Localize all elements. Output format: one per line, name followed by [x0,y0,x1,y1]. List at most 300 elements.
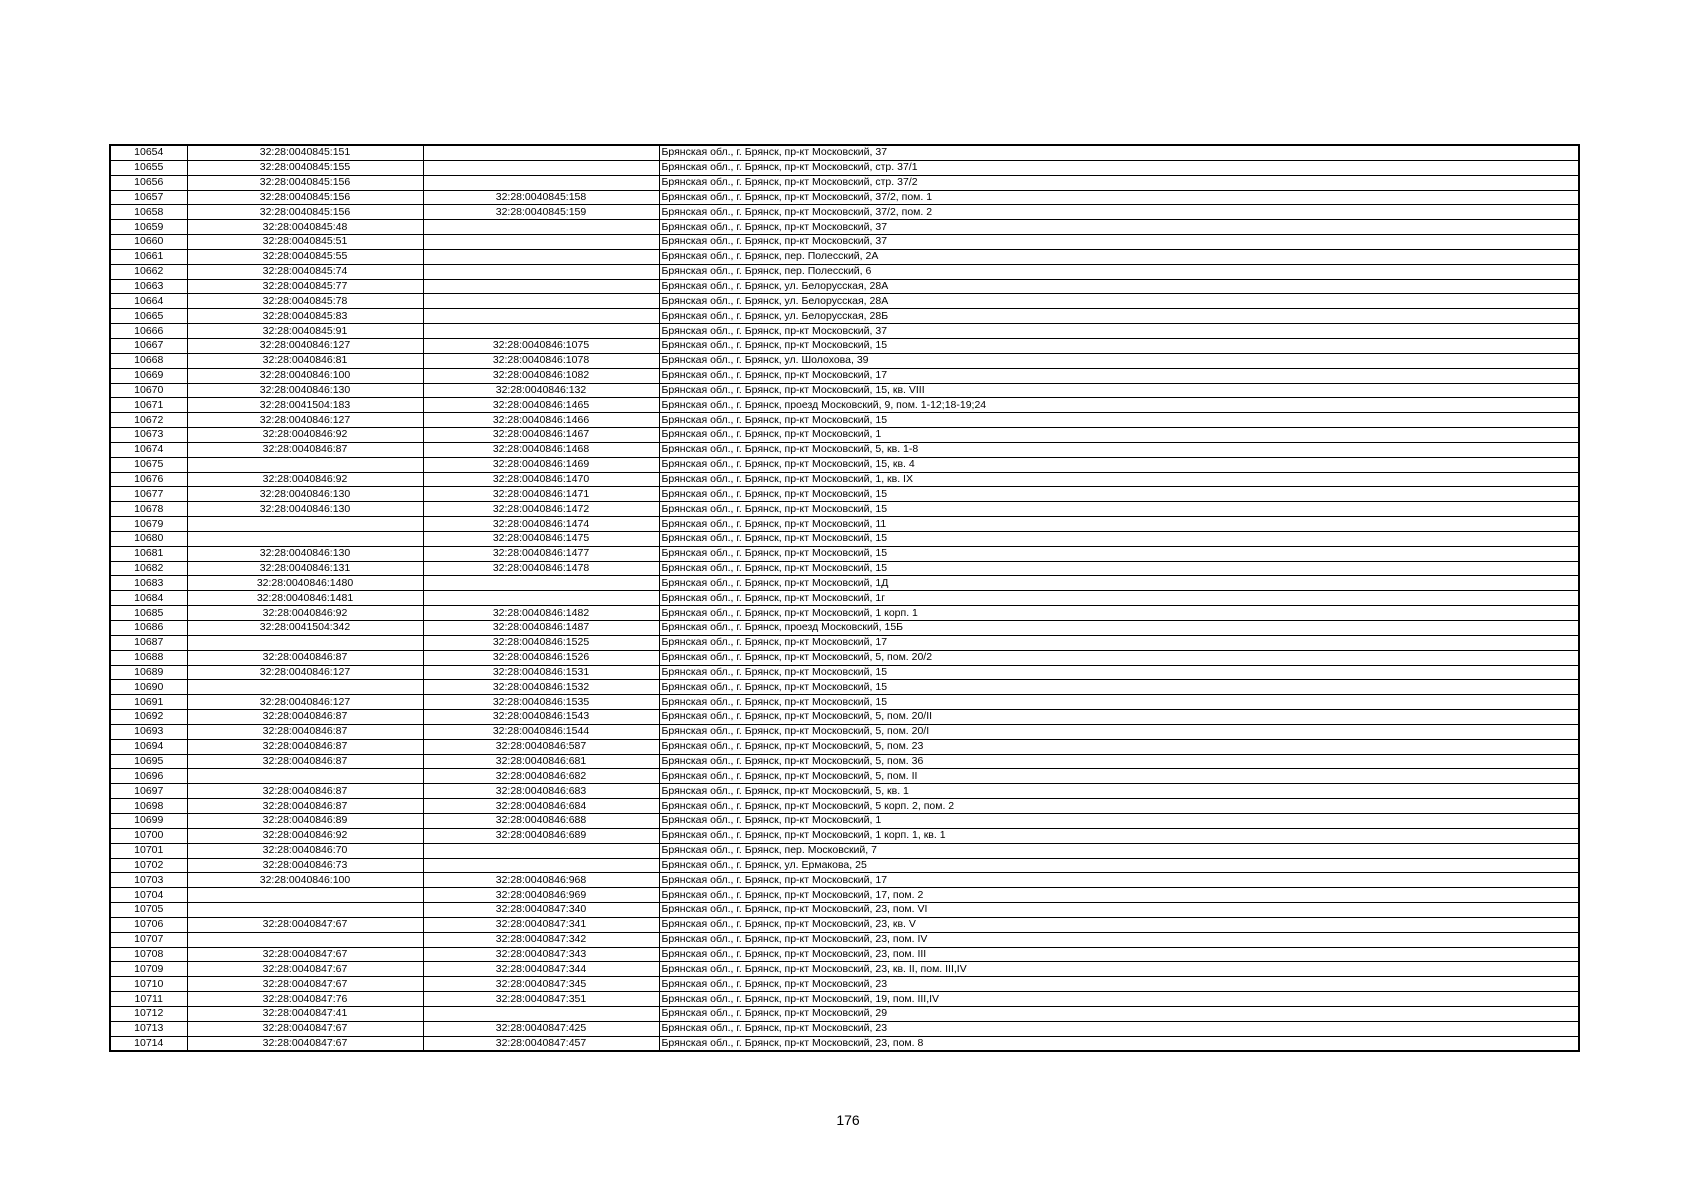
object-cadastral-number-cell [423,858,659,873]
row-number-cell: 10684 [110,591,187,606]
address-cell: Брянская обл., г. Брянск, пр-кт Московский, 15 [659,561,1579,576]
cadastral-number-cell: 32:28:0040846:87 [187,799,423,814]
table-row [110,413,1579,428]
registry-table-body [110,145,1579,1051]
table-row [110,650,1579,665]
table-row [110,502,1579,517]
registry-table [109,144,1580,1052]
row-number-cell: 10682 [110,561,187,576]
row-number-cell: 10679 [110,517,187,532]
address-cell: Брянская обл., г. Брянск, пр-кт Московский, 15 [659,531,1579,546]
row-number-cell: 10678 [110,502,187,517]
table-row [110,205,1579,220]
address-cell: Брянская обл., г. Брянск, ул. Белорусская, 28Б [659,309,1579,324]
address-cell: Брянская обл., г. Брянск, пр-кт Московский, стр. 37/2 [659,175,1579,190]
table-row [110,531,1579,546]
cadastral-number-cell: 32:28:0040846:87 [187,650,423,665]
address-cell: Брянская обл., г. Брянск, пр-кт Московский, 17, пом. 2 [659,888,1579,903]
address-cell: Брянская обл., г. Брянск, пр-кт Московский, 1Д [659,576,1579,591]
page-number: 176 [836,1112,860,1128]
object-cadastral-number-cell: 32:28:0040846:1472 [423,502,659,517]
row-number-cell: 10698 [110,799,187,814]
table-row [110,309,1579,324]
row-number-cell: 10692 [110,710,187,725]
address-cell: Брянская обл., г. Брянск, пр-кт Московский, 23, кв. II, пом. III,IV [659,962,1579,977]
cadastral-number-cell: 32:28:0040846:1480 [187,576,423,591]
table-row [110,710,1579,725]
object-cadastral-number-cell: 32:28:0040846:681 [423,754,659,769]
address-cell: Брянская обл., г. Брянск, проезд Московский, 15Б [659,621,1579,636]
row-number-cell: 10683 [110,576,187,591]
address-cell: Брянская обл., г. Брянск, пр-кт Московский, стр. 37/1 [659,160,1579,175]
object-cadastral-number-cell: 32:28:0040846:682 [423,769,659,784]
object-cadastral-number-cell: 32:28:0040846:1544 [423,724,659,739]
row-number-cell: 10706 [110,917,187,932]
cadastral-number-cell: 32:28:0040846:1481 [187,591,423,606]
address-cell: Брянская обл., г. Брянск, пр-кт Московский, 37/2, пом. 2 [659,205,1579,220]
table-row [110,888,1579,903]
table-row [110,561,1579,576]
address-cell: Брянская обл., г. Брянск, пер. Полесский, 6 [659,264,1579,279]
cadastral-number-cell: 32:28:0040846:130 [187,383,423,398]
row-number-cell: 10690 [110,680,187,695]
object-cadastral-number-cell [423,294,659,309]
row-number-cell: 10712 [110,1006,187,1021]
row-number-cell: 10660 [110,235,187,250]
address-cell: Брянская обл., г. Брянск, пер. Полесский, 2А [659,249,1579,264]
address-cell: Брянская обл., г. Брянск, ул. Белорусская, 28А [659,294,1579,309]
row-number-cell: 10708 [110,947,187,962]
row-number-cell: 10659 [110,220,187,235]
cadastral-number-cell: 32:28:0040846:92 [187,428,423,443]
table-row [110,724,1579,739]
object-cadastral-number-cell: 32:28:0040846:968 [423,873,659,888]
object-cadastral-number-cell: 32:28:0040846:1466 [423,413,659,428]
object-cadastral-number-cell: 32:28:0040846:1469 [423,457,659,472]
cadastral-number-cell: 32:28:0040847:67 [187,947,423,962]
table-row [110,635,1579,650]
row-number-cell: 10656 [110,175,187,190]
cadastral-number-cell [187,680,423,695]
row-number-cell: 10714 [110,1036,187,1051]
object-cadastral-number-cell: 32:28:0040846:683 [423,784,659,799]
cadastral-number-cell [187,769,423,784]
cadastral-number-cell: 32:28:0040847:67 [187,917,423,932]
row-number-cell: 10668 [110,353,187,368]
cadastral-number-cell: 32:28:0041504:183 [187,398,423,413]
object-cadastral-number-cell [423,1006,659,1021]
row-number-cell: 10705 [110,903,187,918]
object-cadastral-number-cell: 32:28:0040846:688 [423,813,659,828]
object-cadastral-number-cell: 32:28:0040846:1532 [423,680,659,695]
row-number-cell: 10709 [110,962,187,977]
cadastral-number-cell [187,531,423,546]
address-cell: Брянская обл., г. Брянск, пр-кт Московский, 23, пом. VI [659,903,1579,918]
object-cadastral-number-cell: 32:28:0040846:1468 [423,442,659,457]
object-cadastral-number-cell: 32:28:0040846:1082 [423,368,659,383]
address-cell: Брянская обл., г. Брянск, пр-кт Московский, 5, пом. II [659,769,1579,784]
row-number-cell: 10666 [110,324,187,339]
row-number-cell: 10670 [110,383,187,398]
object-cadastral-number-cell: 32:28:0040846:1482 [423,606,659,621]
object-cadastral-number-cell: 32:28:0040846:1475 [423,531,659,546]
object-cadastral-number-cell: 32:28:0040846:684 [423,799,659,814]
cadastral-number-cell: 32:28:0040846:87 [187,710,423,725]
address-cell: Брянская обл., г. Брянск, ул. Шолохова, 39 [659,353,1579,368]
address-cell: Брянская обл., г. Брянск, пр-кт Московский, 1 корп. 1 [659,606,1579,621]
row-number-cell: 10664 [110,294,187,309]
object-cadastral-number-cell: 32:28:0040846:1543 [423,710,659,725]
table-row [110,428,1579,443]
table-row [110,813,1579,828]
table-row [110,962,1579,977]
row-number-cell: 10667 [110,338,187,353]
address-cell: Брянская обл., г. Брянск, пр-кт Московский, 5 корп. 2, пом. 2 [659,799,1579,814]
address-cell: Брянская обл., г. Брянск, пр-кт Московский, 15 [659,665,1579,680]
table-row [110,249,1579,264]
row-number-cell: 10687 [110,635,187,650]
row-number-cell: 10701 [110,843,187,858]
row-number-cell: 10654 [110,145,187,160]
cadastral-number-cell: 32:28:0040846:92 [187,606,423,621]
cadastral-number-cell: 32:28:0040847:67 [187,1036,423,1051]
object-cadastral-number-cell [423,160,659,175]
cadastral-number-cell: 32:28:0040846:100 [187,368,423,383]
cadastral-number-cell: 32:28:0040845:155 [187,160,423,175]
table-row [110,576,1579,591]
object-cadastral-number-cell: 32:28:0040847:351 [423,992,659,1007]
object-cadastral-number-cell: 32:28:0040846:132 [423,383,659,398]
object-cadastral-number-cell [423,591,659,606]
object-cadastral-number-cell: 32:28:0040847:342 [423,932,659,947]
cadastral-number-cell: 32:28:0040846:87 [187,739,423,754]
table-row [110,457,1579,472]
object-cadastral-number-cell: 32:28:0040847:425 [423,1021,659,1036]
address-cell: Брянская обл., г. Брянск, пр-кт Московский, 37 [659,145,1579,160]
table-row [110,442,1579,457]
address-cell: Брянская обл., г. Брянск, пр-кт Московский, 23, пом. 8 [659,1036,1579,1051]
row-number-cell: 10695 [110,754,187,769]
row-number-cell: 10655 [110,160,187,175]
object-cadastral-number-cell: 32:28:0040847:341 [423,917,659,932]
row-number-cell: 10677 [110,487,187,502]
table-row [110,1036,1579,1051]
cadastral-number-cell: 32:28:0040846:130 [187,546,423,561]
address-cell: Брянская обл., г. Брянск, пр-кт Московский, 15 [659,695,1579,710]
row-number-cell: 10713 [110,1021,187,1036]
address-cell: Брянская обл., г. Брянск, пр-кт Московский, 37/2, пом. 1 [659,190,1579,205]
address-cell: Брянская обл., г. Брянск, ул. Ермакова, 25 [659,858,1579,873]
table-row [110,294,1579,309]
object-cadastral-number-cell: 32:28:0040846:1526 [423,650,659,665]
cadastral-number-cell: 32:28:0040845:77 [187,279,423,294]
table-row [110,591,1579,606]
row-number-cell: 10689 [110,665,187,680]
row-number-cell: 10671 [110,398,187,413]
cadastral-number-cell: 32:28:0040845:156 [187,190,423,205]
table-row [110,680,1579,695]
address-cell: Брянская обл., г. Брянск, пр-кт Московский, 5, пом. 36 [659,754,1579,769]
object-cadastral-number-cell [423,843,659,858]
object-cadastral-number-cell: 32:28:0040846:689 [423,828,659,843]
object-cadastral-number-cell: 32:28:0040846:1525 [423,635,659,650]
row-number-cell: 10674 [110,442,187,457]
row-number-cell: 10661 [110,249,187,264]
address-cell: Брянская обл., г. Брянск, пр-кт Московский, 5, пом. 23 [659,739,1579,754]
cadastral-number-cell: 32:28:0040846:130 [187,502,423,517]
address-cell: Брянская обл., г. Брянск, пр-кт Московский, 1, кв. IX [659,472,1579,487]
object-cadastral-number-cell: 32:28:0040846:1531 [423,665,659,680]
table-row [110,606,1579,621]
address-cell: Брянская обл., г. Брянск, пр-кт Московский, 11 [659,517,1579,532]
address-cell: Брянская обл., г. Брянск, пр-кт Московский, 17 [659,368,1579,383]
address-cell: Брянская обл., г. Брянск, пер. Московский, 7 [659,843,1579,858]
object-cadastral-number-cell: 32:28:0040847:340 [423,903,659,918]
address-cell: Брянская обл., г. Брянск, пр-кт Московский, 1г [659,591,1579,606]
address-cell: Брянская обл., г. Брянск, пр-кт Московский, 37 [659,235,1579,250]
object-cadastral-number-cell: 32:28:0040846:1535 [423,695,659,710]
cadastral-number-cell: 32:28:0040846:73 [187,858,423,873]
table-row [110,368,1579,383]
address-cell: Брянская обл., г. Брянск, пр-кт Московский, 15 [659,546,1579,561]
cadastral-number-cell: 32:28:0040845:156 [187,175,423,190]
object-cadastral-number-cell: 32:28:0040846:1487 [423,621,659,636]
row-number-cell: 10703 [110,873,187,888]
table-row [110,324,1579,339]
cadastral-number-cell: 32:28:0040846:87 [187,784,423,799]
object-cadastral-number-cell: 32:28:0040847:457 [423,1036,659,1051]
cadastral-number-cell: 32:28:0040845:55 [187,249,423,264]
object-cadastral-number-cell [423,145,659,160]
cadastral-number-cell: 32:28:0040845:151 [187,145,423,160]
row-number-cell: 10702 [110,858,187,873]
object-cadastral-number-cell [423,249,659,264]
address-cell: Брянская обл., г. Брянск, пр-кт Московский, 15, кв. 4 [659,457,1579,472]
row-number-cell: 10665 [110,309,187,324]
address-cell: Брянская обл., г. Брянск, пр-кт Московский, 37 [659,324,1579,339]
row-number-cell: 10700 [110,828,187,843]
table-row [110,665,1579,680]
table-row [110,398,1579,413]
table-row [110,903,1579,918]
cadastral-number-cell: 32:28:0040847:67 [187,977,423,992]
address-cell: Брянская обл., г. Брянск, пр-кт Московский, 23, пом. III [659,947,1579,962]
cadastral-number-cell: 32:28:0040846:70 [187,843,423,858]
cadastral-number-cell: 32:28:0040845:74 [187,264,423,279]
table-row [110,932,1579,947]
row-number-cell: 10680 [110,531,187,546]
cadastral-number-cell: 32:28:0040845:78 [187,294,423,309]
row-number-cell: 10685 [110,606,187,621]
object-cadastral-number-cell [423,279,659,294]
cadastral-number-cell: 32:28:0040846:127 [187,413,423,428]
object-cadastral-number-cell [423,235,659,250]
cadastral-number-cell: 32:28:0040846:127 [187,338,423,353]
cadastral-number-cell: 32:28:0040845:83 [187,309,423,324]
address-cell: Брянская обл., г. Брянск, пр-кт Московский, 5, пом. 20/2 [659,650,1579,665]
object-cadastral-number-cell [423,220,659,235]
row-number-cell: 10697 [110,784,187,799]
row-number-cell: 10699 [110,813,187,828]
row-number-cell: 10675 [110,457,187,472]
address-cell: Брянская обл., г. Брянск, пр-кт Московский, 23, пом. IV [659,932,1579,947]
object-cadastral-number-cell: 32:28:0040847:344 [423,962,659,977]
table-row [110,145,1579,160]
object-cadastral-number-cell: 32:28:0040846:1471 [423,487,659,502]
row-number-cell: 10657 [110,190,187,205]
cadastral-number-cell: 32:28:0040845:51 [187,235,423,250]
address-cell: Брянская обл., г. Брянск, пр-кт Московский, 23, кв. V [659,917,1579,932]
table-row [110,517,1579,532]
cadastral-number-cell: 32:28:0040846:81 [187,353,423,368]
row-number-cell: 10673 [110,428,187,443]
cadastral-number-cell: 32:28:0040846:89 [187,813,423,828]
cadastral-number-cell: 32:28:0040847:76 [187,992,423,1007]
cadastral-number-cell: 32:28:0040846:87 [187,754,423,769]
object-cadastral-number-cell: 32:28:0040846:1467 [423,428,659,443]
cadastral-number-cell: 32:28:0040846:100 [187,873,423,888]
table-row [110,977,1579,992]
table-row [110,917,1579,932]
cadastral-number-cell: 32:28:0040846:127 [187,695,423,710]
cadastral-number-cell: 32:28:0040847:41 [187,1006,423,1021]
table-row [110,1021,1579,1036]
table-row [110,487,1579,502]
address-cell: Брянская обл., г. Брянск, пр-кт Московский, 5, пом. 20/I [659,724,1579,739]
object-cadastral-number-cell [423,309,659,324]
cadastral-number-cell: 32:28:0040846:92 [187,828,423,843]
table-row [110,754,1579,769]
cadastral-number-cell [187,517,423,532]
address-cell: Брянская обл., г. Брянск, пр-кт Московский, 23 [659,1021,1579,1036]
address-cell: Брянская обл., г. Брянск, пр-кт Московский, 15 [659,502,1579,517]
address-cell: Брянская обл., г. Брянск, пр-кт Московский, 37 [659,220,1579,235]
address-cell: Брянская обл., г. Брянск, пр-кт Московский, 1 корп. 1, кв. 1 [659,828,1579,843]
cadastral-number-cell: 32:28:0040845:91 [187,324,423,339]
cadastral-number-cell: 32:28:0040846:127 [187,665,423,680]
table-row [110,843,1579,858]
address-cell: Брянская обл., г. Брянск, ул. Белорусская, 28А [659,279,1579,294]
table-row [110,338,1579,353]
object-cadastral-number-cell [423,576,659,591]
object-cadastral-number-cell: 32:28:0040846:1465 [423,398,659,413]
table-row [110,739,1579,754]
address-cell: Брянская обл., г. Брянск, пр-кт Московский, 5, кв. 1-8 [659,442,1579,457]
address-cell: Брянская обл., г. Брянск, пр-кт Московский, 15, кв. VIII [659,383,1579,398]
cadastral-number-cell [187,457,423,472]
cadastral-number-cell: 32:28:0040846:92 [187,472,423,487]
address-cell: Брянская обл., г. Брянск, пр-кт Московский, 15 [659,338,1579,353]
table-row [110,353,1579,368]
object-cadastral-number-cell [423,175,659,190]
row-number-cell: 10704 [110,888,187,903]
address-cell: Брянская обл., г. Брянск, пр-кт Московский, 1 [659,428,1579,443]
row-number-cell: 10662 [110,264,187,279]
table-row [110,621,1579,636]
table-row [110,264,1579,279]
row-number-cell: 10676 [110,472,187,487]
address-cell: Брянская обл., г. Брянск, пр-кт Московский, 17 [659,635,1579,650]
table-row [110,799,1579,814]
object-cadastral-number-cell: 32:28:0040847:345 [423,977,659,992]
address-cell: Брянская обл., г. Брянск, пр-кт Московский, 17 [659,873,1579,888]
cadastral-number-cell [187,888,423,903]
object-cadastral-number-cell: 32:28:0040846:969 [423,888,659,903]
address-cell: Брянская обл., г. Брянск, пр-кт Московский, 1 [659,813,1579,828]
table-row [110,220,1579,235]
cadastral-number-cell: 32:28:0040845:48 [187,220,423,235]
row-number-cell: 10694 [110,739,187,754]
object-cadastral-number-cell [423,264,659,279]
table-row [110,546,1579,561]
table-row [110,769,1579,784]
row-number-cell: 10686 [110,621,187,636]
address-cell: Брянская обл., г. Брянск, пр-кт Московский, 29 [659,1006,1579,1021]
cadastral-number-cell [187,635,423,650]
table-row [110,858,1579,873]
object-cadastral-number-cell: 32:28:0040846:587 [423,739,659,754]
row-number-cell: 10663 [110,279,187,294]
row-number-cell: 10711 [110,992,187,1007]
address-cell: Брянская обл., г. Брянск, пр-кт Московский, 15 [659,487,1579,502]
cadastral-number-cell: 32:28:0040846:130 [187,487,423,502]
object-cadastral-number-cell: 32:28:0040846:1078 [423,353,659,368]
table-row [110,279,1579,294]
cadastral-number-cell: 32:28:0040845:156 [187,205,423,220]
address-cell: Брянская обл., г. Брянск, проезд Московский, 9, пом. 1-12;18-19;24 [659,398,1579,413]
object-cadastral-number-cell [423,324,659,339]
row-number-cell: 10672 [110,413,187,428]
address-cell: Брянская обл., г. Брянск, пр-кт Московский, 15 [659,680,1579,695]
object-cadastral-number-cell: 32:28:0040846:1477 [423,546,659,561]
object-cadastral-number-cell: 32:28:0040846:1075 [423,338,659,353]
table-row [110,784,1579,799]
object-cadastral-number-cell: 32:28:0040846:1474 [423,517,659,532]
table-row [110,472,1579,487]
table-row [110,695,1579,710]
cadastral-number-cell [187,903,423,918]
table-row [110,160,1579,175]
cadastral-number-cell: 32:28:0040846:87 [187,442,423,457]
address-cell: Брянская обл., г. Брянск, пр-кт Московский, 23 [659,977,1579,992]
cadastral-number-cell: 32:28:0040847:67 [187,962,423,977]
table-row [110,235,1579,250]
object-cadastral-number-cell: 32:28:0040845:158 [423,190,659,205]
table-row [110,1006,1579,1021]
cadastral-number-cell: 32:28:0041504:342 [187,621,423,636]
table-row [110,383,1579,398]
table-row [110,175,1579,190]
cadastral-number-cell: 32:28:0040846:87 [187,724,423,739]
cadastral-number-cell: 32:28:0040846:131 [187,561,423,576]
row-number-cell: 10681 [110,546,187,561]
table-row [110,947,1579,962]
address-cell: Брянская обл., г. Брянск, пр-кт Московский, 5, кв. 1 [659,784,1579,799]
object-cadastral-number-cell: 32:28:0040845:159 [423,205,659,220]
cadastral-number-cell: 32:28:0040847:67 [187,1021,423,1036]
table-row [110,992,1579,1007]
table-row [110,828,1579,843]
object-cadastral-number-cell: 32:28:0040846:1470 [423,472,659,487]
row-number-cell: 10693 [110,724,187,739]
table-row [110,190,1579,205]
row-number-cell: 10696 [110,769,187,784]
object-cadastral-number-cell: 32:28:0040846:1478 [423,561,659,576]
row-number-cell: 10688 [110,650,187,665]
row-number-cell: 10691 [110,695,187,710]
row-number-cell: 10710 [110,977,187,992]
cadastral-number-cell [187,932,423,947]
